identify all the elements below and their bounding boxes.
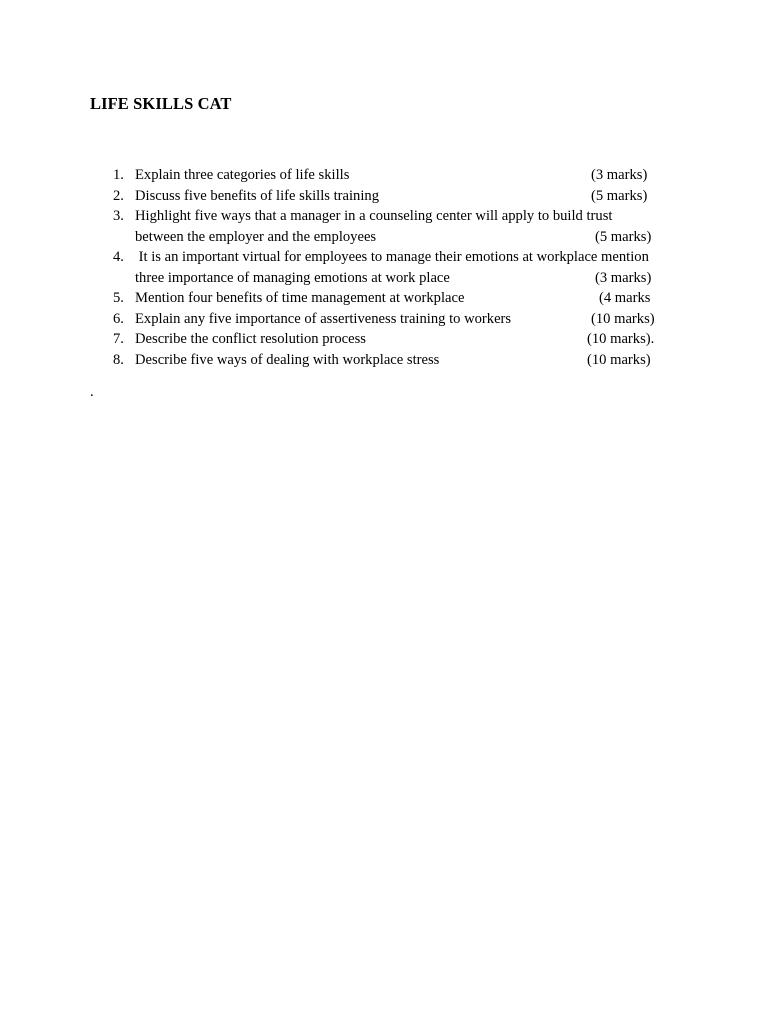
question-text: It is an important virtual for employees to manage their emotions at workplace mention [135,249,649,265]
question-number: 2. [113,188,124,204]
question-number: 7. [113,331,124,347]
question-text: Describe five ways of dealing with workplace stress [135,352,440,368]
question-text-continued: three importance of managing emotions at work place [135,270,450,286]
question-marks: (10 marks) [587,352,651,368]
question-number: 1. [113,167,124,183]
question-marks: (10 marks) [591,311,655,327]
question-text: Discuss five benefits of life skills training [135,188,379,204]
question-text-continued: between the employer and the employees [135,229,377,245]
question-marks: (4 marks [599,290,651,306]
question-number: 4. [113,249,124,265]
question-text: Describe the conflict resolution process [135,331,366,347]
trailing-period: . [90,384,94,400]
question-number: 8. [113,352,124,368]
question-text: Explain three categories of life skills [135,167,350,183]
question-marks: (3 marks) [595,270,652,286]
question-text: Highlight five ways that a manager in a counseling center will apply to build trust [135,208,613,224]
page-title: LIFE SKILLS CAT [90,94,232,113]
question-number: 5. [113,290,124,306]
question-number: 6. [113,311,124,327]
question-text: Mention four benefits of time management at workplace [135,290,465,306]
question-marks: (10 marks). [587,331,655,347]
question-marks: (3 marks) [591,167,648,183]
question-marks: (5 marks) [591,188,648,204]
question-number: 3. [113,208,124,224]
question-text: Explain any five importance of assertiveness training to workers [135,311,512,327]
question-marks: (5 marks) [595,229,652,245]
